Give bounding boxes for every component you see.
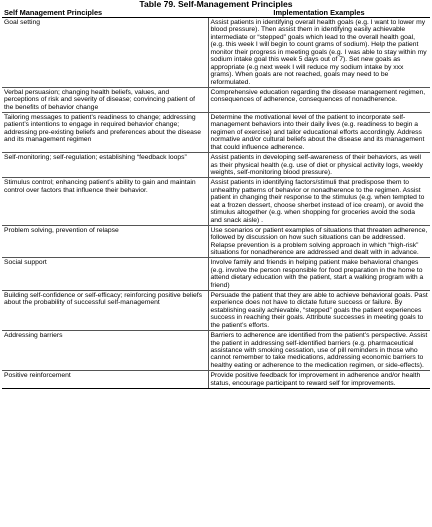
implementation-cell: Determine the motivational level of the patient to incorporate self-management behaviors into their daily lives (e.g. readiness to begin a regimen of exercise) and tailor educational efforts accordingly. Address normative and/or cultural beliefs about the disease and its management that could influence adherence. [208,113,430,153]
principle-cell: Stimulus control; enhancing patient’s ability to gain and maintain control over factors that influence their behavior. [2,178,208,226]
table-row [2,153,430,178]
table-row [2,225,430,258]
principle-cell: Social support [2,258,208,291]
principle-cell: Problem solving, prevention of relapse [2,225,208,258]
implementation-cell: Involve family and friends in helping patient make behavioral changes (e.g. involve the person responsible for food preparation in the home to attend dietary education with the patient, start a walking program with a friend) [208,258,430,291]
implementation-cell: Assist patients in identifying overall health goals (e.g. I want to lower my blood pressure). Then assist them in identifying easily achievable intermediate or “stepped” goals which lead to the overall health goal, (e.g. this week I will begin to count grams of sodium). Help the patient monitor their progress in meeting goals (e.g. I was able to stay within my sodium intake goal this week 5 days out of 7). Set new goals as appropriate (e.g next week I will reduce my sodium intake by xxx grams). When goals are not reached, goals may need to be reformulated. [208,18,430,88]
table-title: Table 79. Self-Management Principles [139,0,293,9]
table-row [2,178,430,226]
column-header-principles: Self Management Principles [2,9,208,18]
implementation-cell: Provide positive feedback for improvement in adherence and/or health status, encourage participant to reward self for improvements. [208,371,430,389]
header-row [2,9,430,18]
principle-cell: Building self-confidence or self-efficacy; reinforcing positive beliefs about the probability of successful self-management [2,290,208,330]
implementation-cell: Use scenarios or patient examples of situations that threaten adherence, followed by discussion on how such situations can be addressed. Relapse prevention is a problem solving approach in which “high-risk” situations for nonadherence are addressed and dealt with in advance. [208,225,430,258]
table-row [2,18,430,88]
principle-cell: Verbal persuasion; changing health beliefs, values, and perceptions of risk and severity of disease; convincing patient of the benefits of behavior change [2,87,208,112]
implementation-cell: Assist patients in identifying factors/stimuli that predispose them to unhealthy patterns of behavior or nonadherence to the regimen. Assist patient in changing their response to the stimulus (e.g. when tempted to eat a frozen dessert, choose sherbet instead of ice cream), or avoid the stimulus altogether (e.g. when shopping for groceries avoid the soda and snack aisle) . [208,178,430,226]
column-header-implementation: Implementation Examples [208,9,430,18]
implementation-cell: Comprehensive education regarding the disease management regimen, consequences of adherence, consequences of nonadherence. [208,87,430,112]
implementation-cell: Barriers to adherence are identified from the patient’s perspective. Assist the patient in addressing self-identified barriers (e.g. pharmaceutical assistance with smoking cessation, use of pill reminders in those who cannot remember to take medications, addressing economic barriers to healthy eating or adherence to the medication regimen, or side-effects). [208,331,430,371]
implementation-cell: Persuade the patient that they are able to achieve behavioral goals. Past experience does not have to dictate future success or failure. By establishing easily achievable, “stepped” goals the patient experiences success in reaching their goals. Attribute successes in meeting goals to the patient’s efforts. [208,290,430,330]
table-row [2,371,430,389]
table-row [2,331,430,371]
principle-cell: Addressing barriers [2,331,208,371]
principle-cell: Goal setting [2,18,208,88]
implementation-cell: Assist patients in developing self-awareness of their behaviors, as well as their physical health (e.g. use of diet or physical activity logs, weekly weights, self-monitoring blood pressure). [208,153,430,178]
table-row [2,290,430,330]
principle-cell: Tailoring messages to patient’s readiness to change; addressing patient’s intentions to engage in required behavior change; addressing pre-existing beliefs and preferences about the disease and its management regimen [2,113,208,153]
table-row [2,87,430,112]
principle-cell: Self-monitoring; self-regulation; establishing “feedback loops” [2,153,208,178]
principle-cell: Positive reinforcement [2,371,208,389]
table-row [2,258,430,291]
self-management-table [2,9,430,389]
table-row [2,113,430,153]
